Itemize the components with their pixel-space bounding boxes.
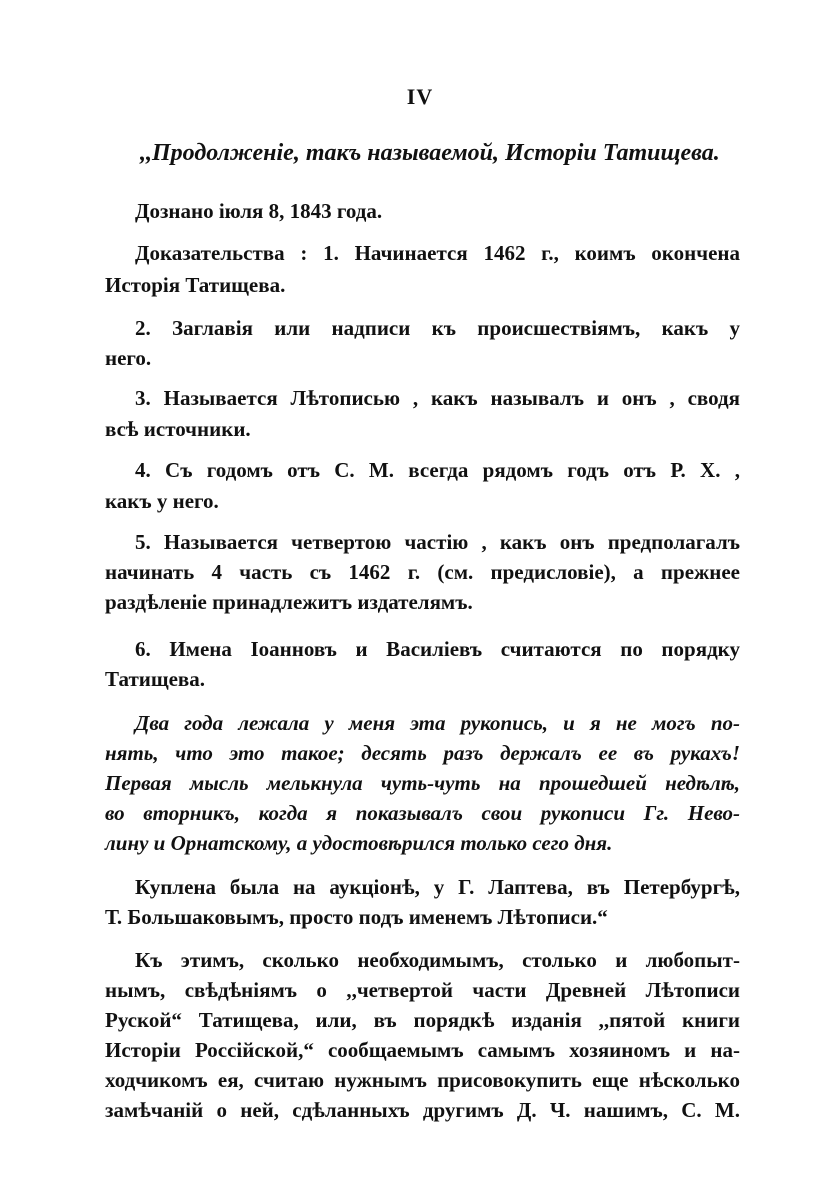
section-heading [140,140,740,167]
closing-line-6: замѣчаній о ней, сдѣланныхъ другимъ Д. Ч. нашимъ, С. М. [105,1098,740,1122]
heading-part3: Исторіи Татищева [505,140,714,166]
proof-6-line-2: Татищева. [105,667,205,691]
proof-4-line-2: какъ у него. [105,489,219,513]
purchase-line-2: Т. Большаковымъ, просто подъ именемъ Лѣтописи.“ [105,905,608,929]
proof-5-line-3: раздѣленіе принадлежитъ издателямъ. [105,590,473,614]
proof-1-line-1: Доказательства : 1. Начинается 1462 г., коимъ окончена [135,241,740,265]
proof-3-line-2: всѣ источники. [105,417,251,441]
proof-2-line-2: него. [105,346,152,370]
closing-line-2: нымъ, свѣдѣніямъ о ,,четвертой части Древней Лѣтописи [105,978,740,1002]
proof-5-line-1: 5. Называется четвертою частію , какъ онъ предполагалъ [135,530,740,554]
proof-6-line-1: 6. Имена Іоанновъ и Василіевъ считаются по порядку [135,637,740,661]
heading-open-quote: ,, [140,140,152,166]
story-line-2: нять, что это такое; десять разъ держалъ ее въ рукахъ! [105,741,740,765]
story-line-3: Первая мысль мелькнула чуть-чуть на прошедшей недѣлѣ, [105,771,740,795]
heading-end: . [713,140,720,166]
closing-line-4: Исторіи Россійской,“ сообщаемымъ самымъ хозяиномъ и на- [105,1038,740,1062]
proof-5-line-2: начинать 4 часть съ 1462 г. (см. предисловіе), а прежнее [105,560,740,584]
proof-2-line-1: 2. Заглавія или надписи къ происшествіямъ, какъ у [135,316,740,340]
page-number: IV [406,84,434,109]
heading-part1: Продолженіе [152,140,294,166]
story-line-1: Два года лежала у меня эта рукопись, и я не могъ по- [135,711,740,735]
story-line-5: лину и Орнатскому, а удостовѣрился только сего дня. [105,831,613,855]
closing-line-3: Руской“ Татищева, или, въ порядкѣ изданія ,,пятой книги [105,1008,740,1032]
closing-line-5: ходчикомъ ея, считаю нужнымъ присовокупить еще нѣсколько [105,1068,740,1092]
proof-4-line-1: 4. Съ годомъ отъ С. М. всегда рядомъ годъ отъ Р. Х. , [135,458,740,482]
heading-part2: , такъ называемой, [293,140,506,166]
story-line-4: во вторникъ, когда я показывалъ свои рукописи Гг. Нево- [105,801,740,825]
purchase-line-1: Куплена была на аукціонѣ, у Г. Лаптева, въ Петербургѣ, [135,875,740,899]
closing-line-1: Къ этимъ, сколько необходимымъ, столько и любопыт- [135,948,740,972]
proof-1-line-2: Исторія Татищева. [105,273,286,297]
dated-line: Дознано іюля 8, 1843 года. [135,199,383,223]
proof-3-line-1: 3. Называется Лѣтописью , какъ называлъ и онъ , сводя [135,386,740,410]
